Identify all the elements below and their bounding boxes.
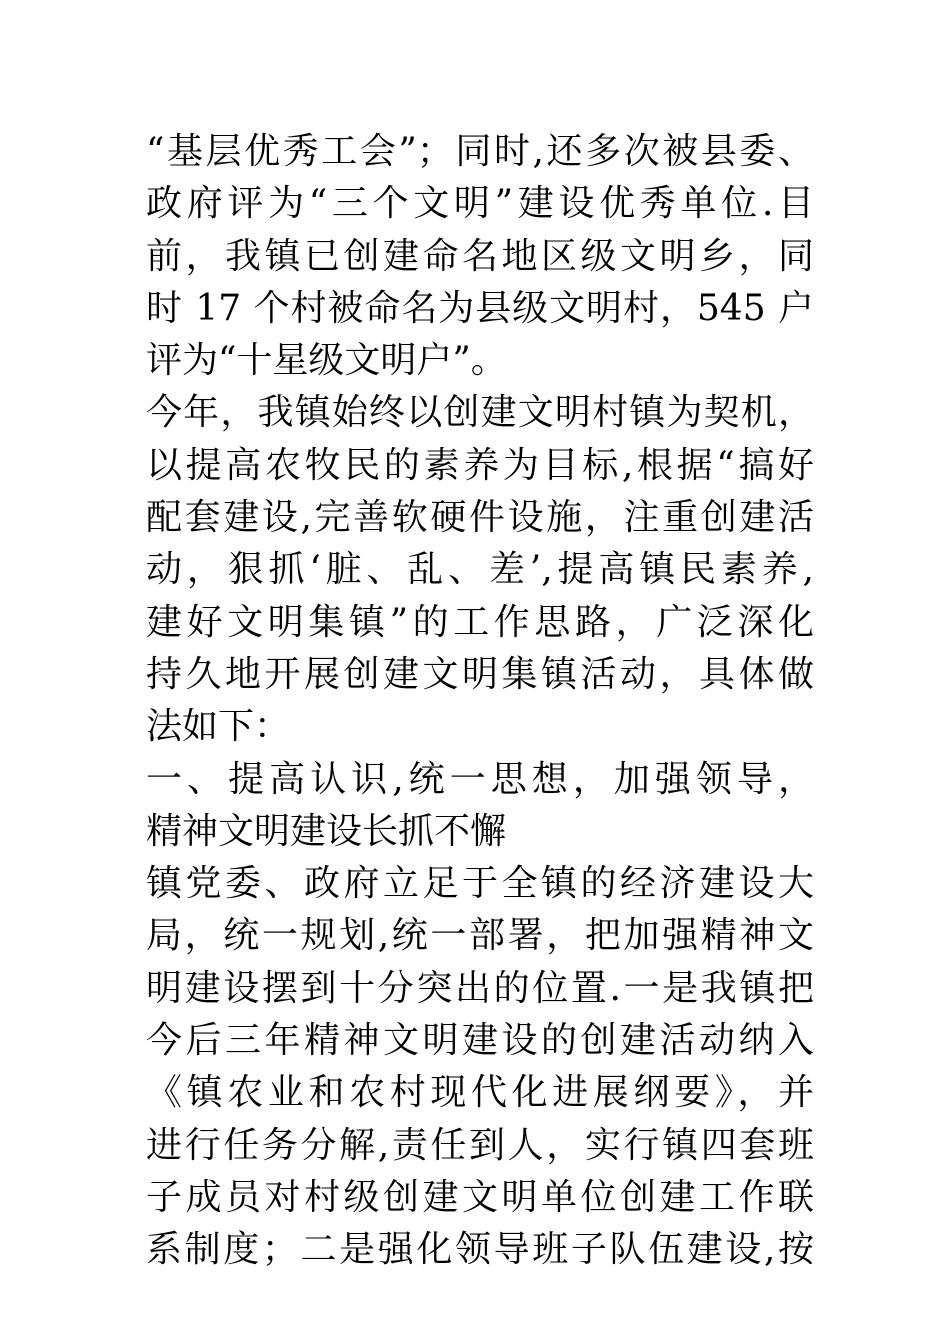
- text-line-16: 局，统一规划,统一部署，把加强精神文: [146, 915, 814, 957]
- text-line-10: 建好文明集镇”的工作思路，广泛深化: [146, 601, 814, 643]
- text-line-12: 法如下：: [146, 706, 291, 748]
- text-line-21: 子成员对村级创建文明单位创建工作联: [146, 1176, 814, 1218]
- text-line-2: 政府评为“三个文明”建设优秀单位.目: [146, 183, 814, 225]
- text-line-5: 评为“十星级文明户”。: [146, 340, 507, 382]
- section-heading-line-2: 精神文明建设长抓不懈: [146, 810, 507, 852]
- text-line-3: 前，我镇已创建命名地区级文明乡，同: [146, 235, 814, 277]
- text-line-17: 明建设摆到十分突出的位置.一是我镇把: [146, 967, 814, 1009]
- text-line-8: 配套建设,完善软硬件设施，注重创建活: [146, 497, 814, 539]
- section-heading-line-1: 一、提高认识,统一思想，加强领导，: [146, 758, 814, 800]
- text-line-15: 镇党委、政府立足于全镇的经济建设大: [146, 863, 814, 905]
- text-line-6: 今年，我镇始终以创建文明村镇为契机，: [146, 392, 814, 434]
- text-line-9: 动，狠抓‘脏、乱、差’,提高镇民素养,: [146, 549, 814, 591]
- text-line-7: 以提高农牧民的素养为目标,根据“搞好: [146, 444, 814, 486]
- text-line-11: 持久地开展创建文明集镇活动，具体做: [146, 653, 814, 695]
- document-body: [146, 126, 814, 1277]
- text-line-19: 《镇农业和农村现代化进展纲要》，并: [146, 1072, 814, 1114]
- text-line-18: 今后三年精神文明建设的创建活动纳入: [146, 1020, 814, 1062]
- text-line-22: 系制度；二是强化领导班子队伍建设,按: [146, 1229, 814, 1271]
- text-line-4: 时 17 个村被命名为县级文明村，545 户: [146, 287, 814, 329]
- text-line-1: “基层优秀工会”；同时,还多次被县委、: [146, 131, 814, 172]
- text-line-20: 进行任务分解,责任到人，实行镇四套班: [146, 1124, 814, 1166]
